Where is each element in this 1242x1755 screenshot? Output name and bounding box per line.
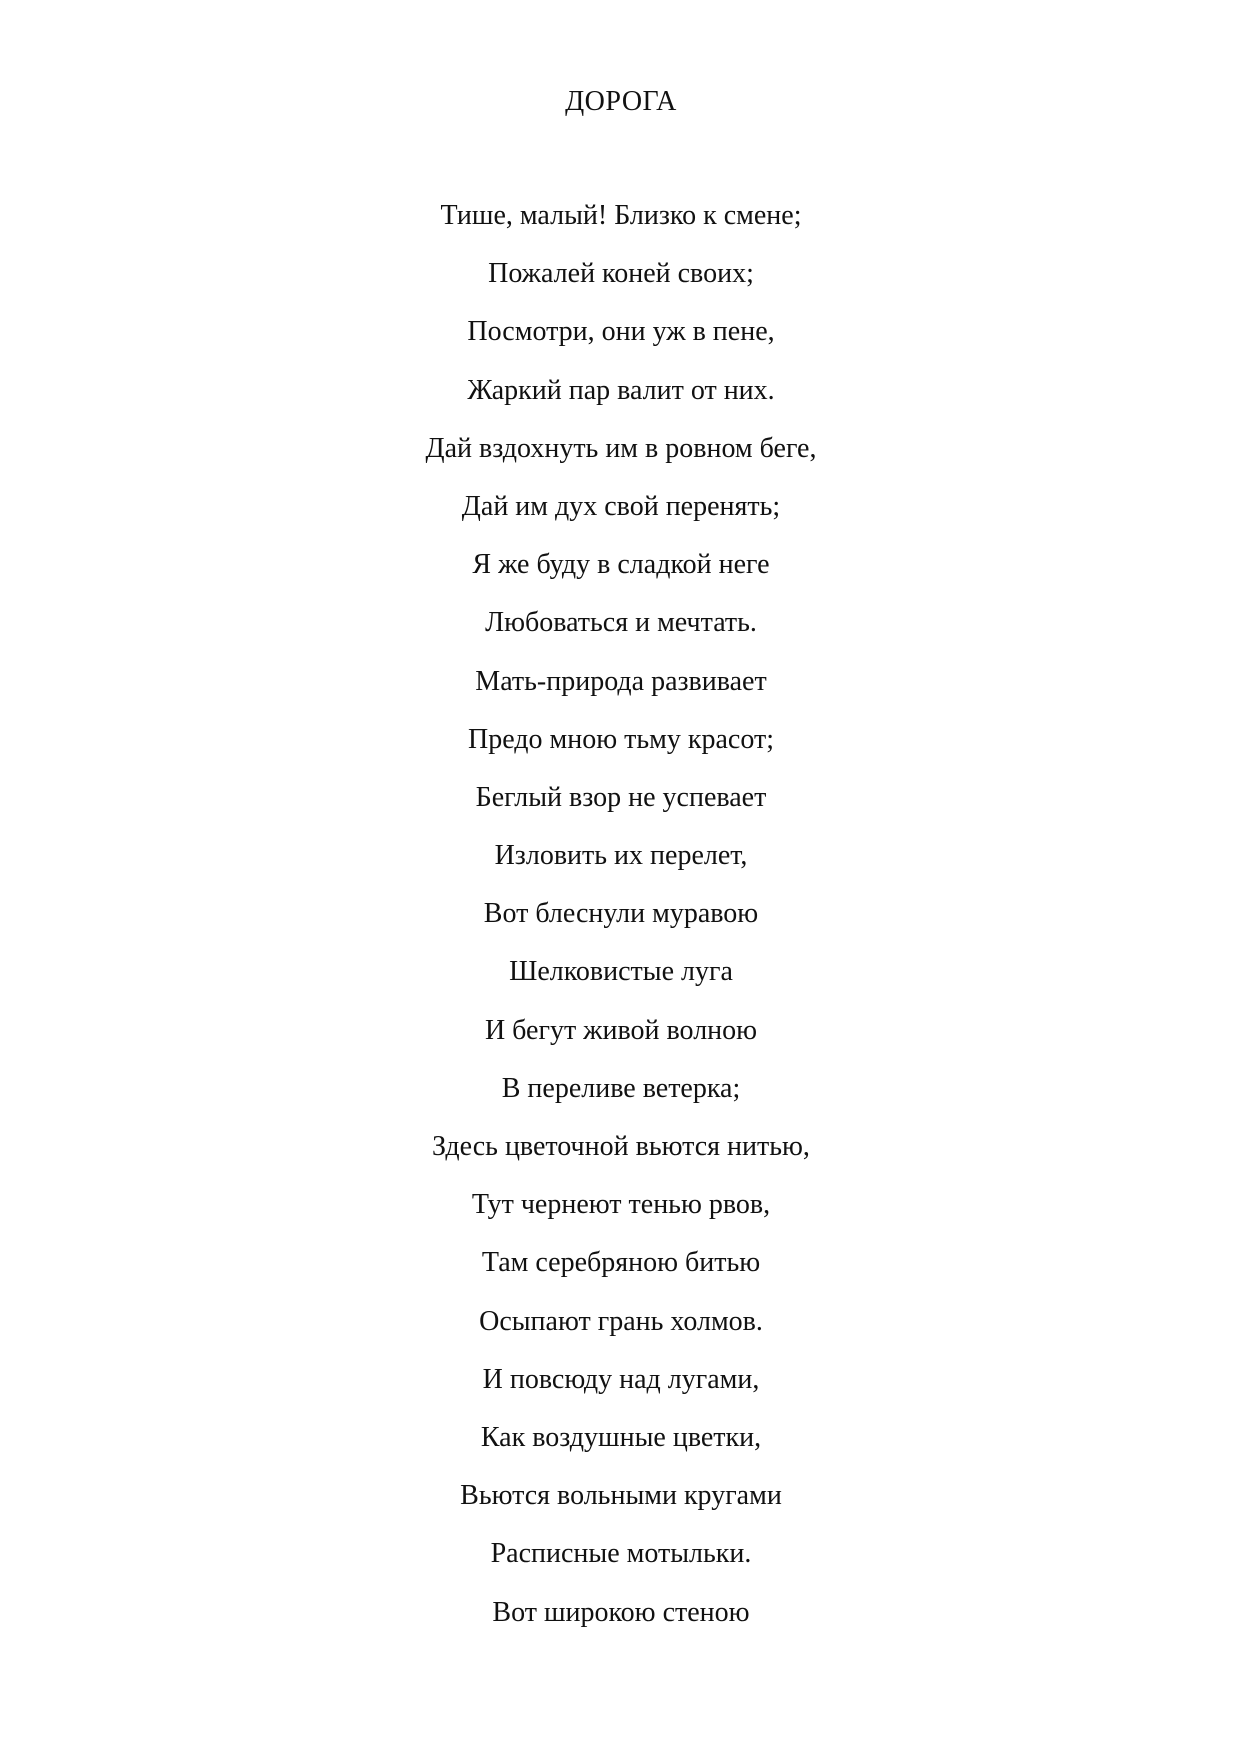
poem-line: Расписные мотыльки. [490, 1538, 752, 1570]
poem-line: Любоваться и мечтать. [485, 607, 757, 639]
poem-line: Дай им дух свой перенять; [461, 490, 781, 522]
poem-line: Здесь цветочной вьются нитью, [432, 1131, 810, 1162]
poem-line: И бегут живой волною [484, 1014, 758, 1046]
poem-line: Я же буду в сладкой неге [472, 549, 770, 581]
poem-line: Посмотри, они уж в пене, [467, 316, 775, 348]
poem-line: Мать-природа развивает [475, 665, 767, 697]
poem-line: Осыпают грань холмов. [479, 1305, 763, 1337]
poem-line: Жаркий пар валит от них. [467, 374, 775, 406]
poem-line: Вот широкою стеною [492, 1596, 750, 1628]
poem-line: И повсюду над лугами, [482, 1363, 760, 1395]
poem-title: ДОРОГА [565, 86, 677, 117]
poem-line: Вьются вольными кругами [460, 1480, 782, 1512]
poem-body [0, 196, 1242, 1651]
poem-line: Тут чернеют тенью рвов, [471, 1189, 771, 1221]
poem-line: Как воздушные цветки, [480, 1421, 762, 1453]
poem-line: Там серебряною битью [481, 1247, 761, 1279]
poem-line: Тише, малый! Близко к смене; [440, 200, 802, 231]
poem-line: Пожалей коней своих; [488, 258, 754, 290]
poem-line: Изловить их перелет, [494, 840, 748, 872]
poem-line: Шелковистые луга [509, 956, 733, 988]
poem-line: Предо мною тьму красот; [468, 723, 774, 755]
poem-line: Беглый взор не успевает [475, 781, 767, 813]
poem-line: Дай вздохнуть им в ровном беге, [425, 432, 817, 464]
poem-line: Вот блеснули муравою [483, 898, 759, 930]
poem-line: В переливе ветерка; [501, 1072, 741, 1104]
